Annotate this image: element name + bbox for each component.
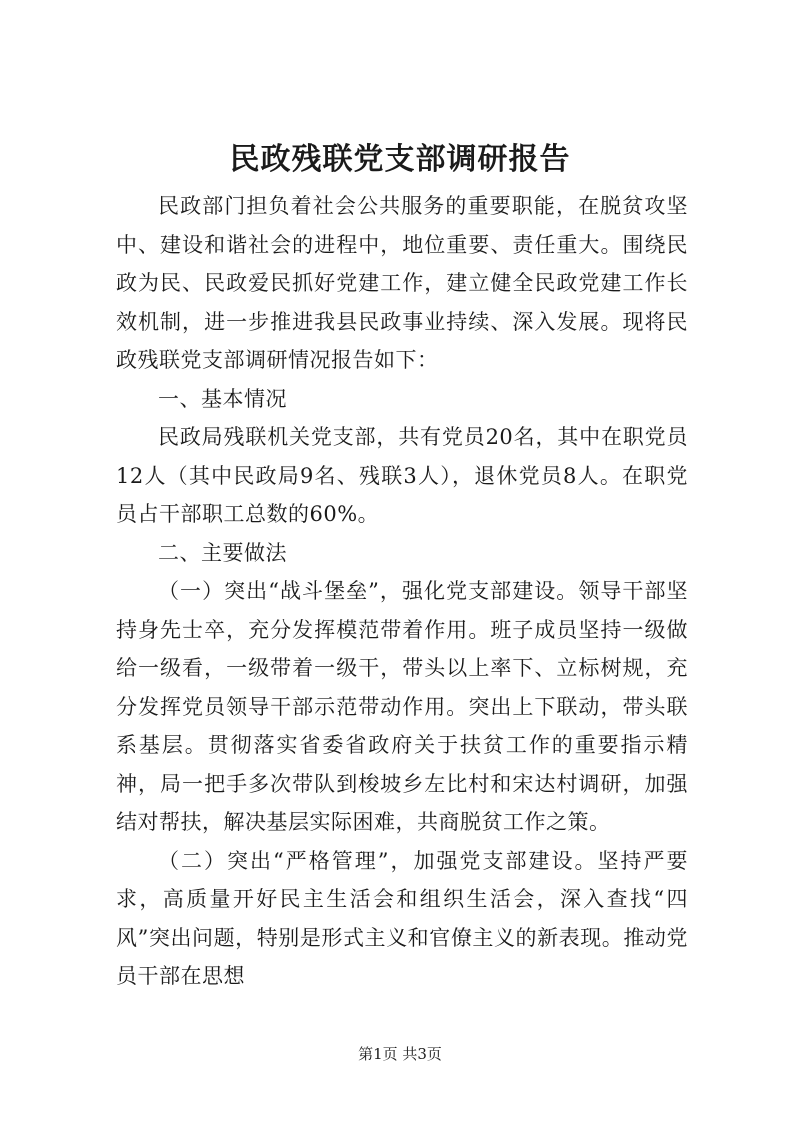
- section-heading-basic-situation: 一、基本情况: [158, 386, 287, 411]
- page-footer: 第1页 共3页: [358, 1045, 442, 1063]
- paragraph-practice-2: （二）突出“严格管理”，加强党支部建设。坚持严要求，高质量开好民主生活会和组织生活会，深入查找“四风”突出问题，特别是形式主义和官僚主义的新表现。推动党员干部在思想: [116, 848, 688, 988]
- paragraph-basic-situation: 民政局残联机关党支部，共有党员20名，其中在职党员12人（其中民政局9名、残联3人），退休党员8人。在职党员占干部职工总数的60%。: [116, 425, 688, 526]
- paragraph-practice-1: （一）突出“战斗堡垒”，强化党支部建设。领导干部坚持身先士卒，充分发挥模范带着作用。班子成员坚持一级做给一级看，一级带着一级干，带头以上率下、立标树规，充分发挥党员领导干部示范带动作用。突出上下联动，带头联系基层。贯彻落实省委省政府关于扶贫工作的重要指示精神，局一把手多次带队到梭坡乡左比村和宋达村调研，加强结对帮扶，解决基层实际困难，共商脱贫工作之策。: [116, 579, 688, 834]
- paragraph-intro: 民政部门担负着社会公共服务的重要职能，在脱贫攻坚中、建设和谐社会的进程中，地位重要、责任重大。围绕民政为民、民政爱民抓好党建工作，建立健全民政党建工作长效机制，进一步推进我县民政事业持续、深入发展。现将民政残联党支部调研情况报告如下：: [116, 194, 688, 372]
- document-body: [116, 187, 688, 996]
- document-title: 民政残联党支部调研报告: [229, 142, 571, 177]
- section-heading-main-practices: 二、主要做法: [158, 540, 287, 565]
